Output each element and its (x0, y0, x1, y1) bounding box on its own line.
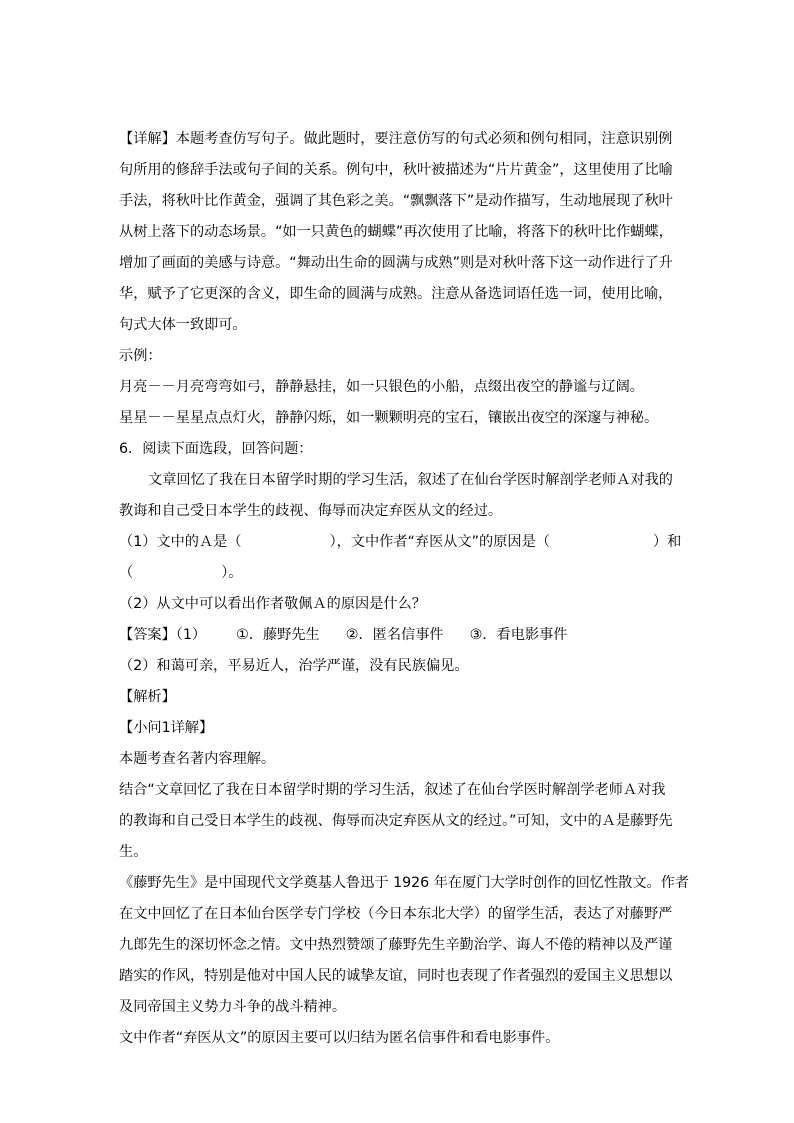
detail-line-5: 增加了画面的美感与诗意。“舞动出生命的圆满与成熟”则是对秋叶落下这一动作进行了升 (119, 255, 673, 271)
sub1-part-c: ）和 (652, 534, 682, 550)
background-line-2: 在文中回忆了在日本仙台医学专门学校（今日本东北大学）的留学生活，表达了对藤野严 (119, 906, 673, 922)
answer-line-2: （2）和蔼可亲，平易近人，治学严谨，没有民族偏见。 (119, 658, 469, 674)
background-line-5: 及同帝国主义势力斗争的战斗精神。 (119, 999, 347, 1015)
conclusion-line: 文中作者“弃医从文”的原因主要可以归结为匿名信事件和看电影事件。 (119, 1030, 560, 1046)
sub-question-1 (119, 533, 682, 551)
detail-line-7: 句式大体一致即可。 (119, 317, 247, 333)
background-line-3: 九郎先生的深切怀念之情。文中热烈赞颂了藤野先生辛勤治学、诲人不倦的精神以及严谨 (119, 937, 673, 953)
sub-question-2: （2）从文中可以看出作者敬佩Ａ的原因是什么？ (119, 596, 426, 612)
example-label: 示例： (119, 348, 162, 364)
background-line-4: 踏实的作风，特别是他对中国人民的诚挚友谊，同时也表现了作者强烈的爱国主义思想以 (119, 968, 673, 984)
example-sentence-stars: 星星－－星星点点灯火，静静闪烁，如一颗颗明亮的宝石，镶嵌出夜空的深邃与神秘。 (119, 410, 659, 426)
analysis-line-2: 的教诲和自己受日本学生的歧视、侮辱而决定弃医从文的经过。”可知，文中的Ａ是藤野先 (119, 813, 673, 829)
detail-line-3: 手法，将秋叶比作黄金，强调了其色彩之美。“飘飘落下”是动作描写，生动地展现了秋叶 (119, 193, 673, 209)
sub1-part-d: （ (119, 565, 134, 581)
analysis-label: 【解析】 (119, 689, 176, 705)
analysis-intro: 本题考查名著内容理解。 (119, 751, 276, 767)
answer-label: 【答案】 (119, 627, 176, 643)
answer-option-3: ③．看电影事件 (469, 627, 568, 643)
sub1-part-e: ）。 (221, 565, 243, 581)
example-sentence-moon: 月亮－－月亮弯弯如弓，静静悬挂，如一只银色的小船，点缀出夜空的静谧与辽阔。 (119, 379, 644, 395)
analysis-line-3: 生。 (119, 844, 148, 860)
answer-option-2: ②．匿名信事件 (345, 627, 444, 643)
detail-line-4: 从树上落下的动态场景。“如一只黄色的蝴蝶”再次使用了比喻，将落下的秋叶比作蝴蝶， (119, 224, 673, 240)
background-line-1: 《藤野先生》是中国现代文学奠基人鲁迅于 1926 年在厦门大学时创作的回忆性散文。作者 (119, 875, 690, 891)
answer-line-1 (119, 626, 679, 644)
sub1-part-b: ），文中作者“弃医从文”的原因是（ (329, 534, 550, 550)
passage-line-2: 教诲和自己受日本学生的歧视、侮辱而决定弃医从文的经过。 (119, 503, 503, 519)
answer-option-1: ①．藤野先生 (236, 627, 320, 643)
question-6-stem: 6．阅读下面选段，回答问题： (119, 441, 313, 457)
passage-line-1: 文章回忆了我在日本留学时期的学习生活，叙述了在仙台学医时解剖学老师Ａ对我的 (148, 472, 673, 488)
sub-question-1-detail-label: 【小问1详解】 (119, 720, 214, 736)
analysis-line-1: 结合“文章回忆了我在日本留学时期的学习生活，叙述了在仙台学医时解剖学老师Ａ对我 (119, 782, 666, 798)
detail-line-1: 【详解】本题考查仿写句子。做此题时，要注意仿写的句式必须和例句相同，注意识别例 (119, 131, 673, 147)
answer-part-1: （1） (175, 627, 207, 643)
sub-question-1-cont (119, 564, 679, 582)
detail-line-6: 华，赋予了它更深的含义，即生命的圆满与成熟。注意从备选词语任选一词，使用比喻， (119, 286, 673, 302)
sub1-part-a: （1）文中的Ａ是（ (119, 534, 242, 550)
detail-line-2: 句所用的修辞手法或句子间的关系。例句中，秋叶被描述为“片片黄金”，这里使用了比喻 (119, 162, 673, 178)
